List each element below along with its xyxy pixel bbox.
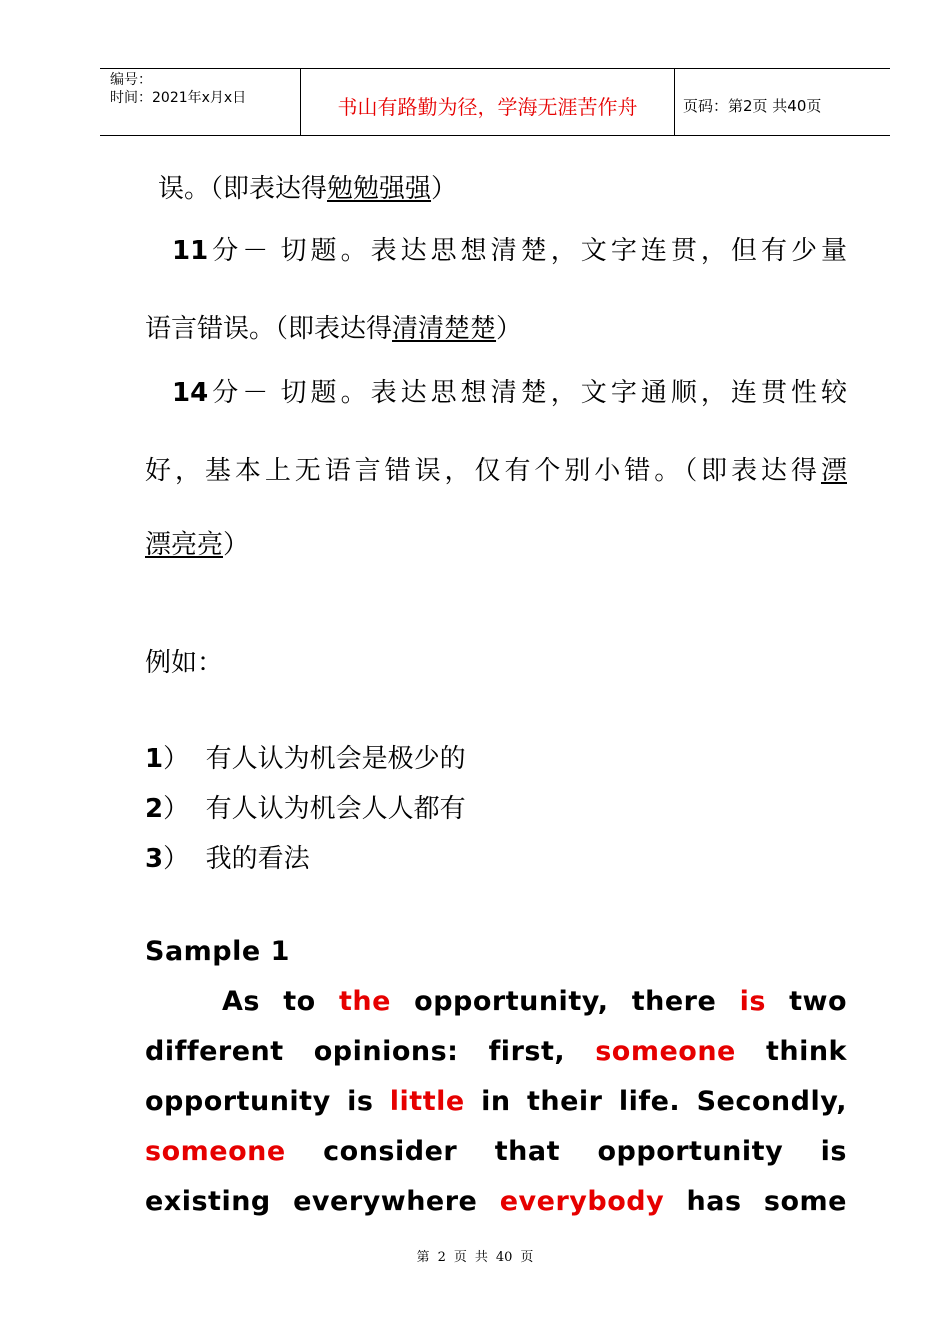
grading-line-3: 语言错误。（即表达得清清楚楚） xyxy=(145,314,523,344)
header-page-info: 页码：第2页 共40页 xyxy=(683,96,822,115)
sample-line-3: opportunity is little in their life. Secondly, xyxy=(145,1086,847,1117)
header-motto: 书山有路勤为径，学海无涯苦作舟 xyxy=(301,69,675,135)
grading-line-6: 漂亮亮） xyxy=(145,530,250,560)
page-header xyxy=(100,68,890,136)
example-label: 例如： xyxy=(145,648,224,678)
sample-line-1: As to the opportunity, there is two xyxy=(222,986,848,1017)
grading-line-5: 好，基本上无语言错误，仅有个别小错。（即表达得漂 xyxy=(145,456,847,486)
header-meta xyxy=(100,69,301,135)
grading-line-11: 11分－ 切题。表达思想清楚，文字连贯，但有少量 xyxy=(172,236,847,266)
page-footer: 第 2 页 共 40 页 xyxy=(416,1250,534,1265)
sample-line-4: someone consider that opportunity is xyxy=(145,1136,847,1167)
sample-title: Sample 1 xyxy=(145,936,290,967)
list-item: 3） 我的看法 xyxy=(145,844,310,874)
grading-line-1: 误。（即表达得勉勉强强） xyxy=(158,174,458,204)
sample-line-2: different opinions: first, someone think xyxy=(145,1036,847,1067)
list-item: 1） 有人认为机会是极少的 xyxy=(145,744,466,774)
list-item: 2） 有人认为机会人人都有 xyxy=(145,794,466,824)
number-label: 编号： xyxy=(110,72,152,88)
sample-line-5: existing everywhere everybody has some xyxy=(145,1186,847,1217)
time-label: 时间：2021年x月x日 xyxy=(110,90,247,106)
grading-line-14: 14分－ 切题。表达思想清楚，文字通顺，连贯性较 xyxy=(172,378,847,408)
